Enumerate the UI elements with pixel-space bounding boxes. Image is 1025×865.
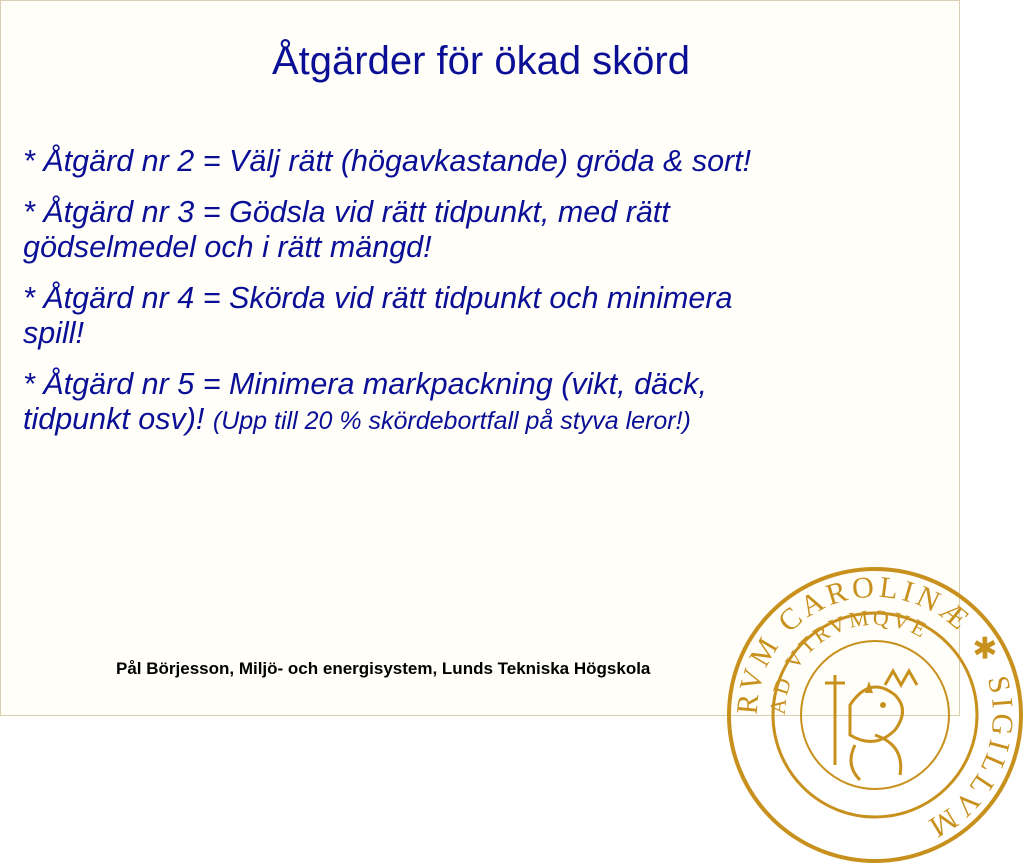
bullet-note: (Upp till 20 % skördebortfall på styva leror!) (212, 407, 691, 435)
bullet-line-with-note (23, 402, 953, 439)
bullet-line: * Åtgärd nr 4 = Skörda vid rätt tidpunkt och minimera (23, 281, 733, 315)
bullet-line: * Åtgärd nr 3 = Gödsla vid rätt tidpunkt, med rätt (23, 195, 670, 229)
bullet-list (23, 144, 953, 455)
bullet-item (23, 281, 953, 351)
lund-university-seal-icon (725, 565, 1025, 865)
bullet-line: * Åtgärd nr 5 = Minimera markpackning (vikt, däck, (23, 367, 707, 401)
bullet-line: gödselmedel och i rätt mängd! (23, 230, 432, 264)
bullet-item (23, 367, 953, 439)
bullet-item (23, 195, 953, 265)
svg-text:RVM CAROLINÆ ✱ SIGILLVM: RVM CAROLINÆ ✱ SIGILLVM (730, 570, 1020, 846)
bullet-line: * Åtgärd nr 2 = Välj rätt (högavkastande) gröda & sort! (23, 144, 752, 178)
bullet-item (23, 144, 953, 179)
bullet-line: spill! (23, 316, 85, 350)
slide-footer: Pål Börjesson, Miljö- och energisystem, Lunds Tekniska Högskola (116, 659, 651, 678)
slide-title: Åtgärder för ökad skörd (272, 39, 690, 83)
svg-text:AD VTRVMQVE: AD VTRVMQVE (764, 604, 934, 716)
bullet-line: tidpunkt osv)! (23, 402, 205, 436)
